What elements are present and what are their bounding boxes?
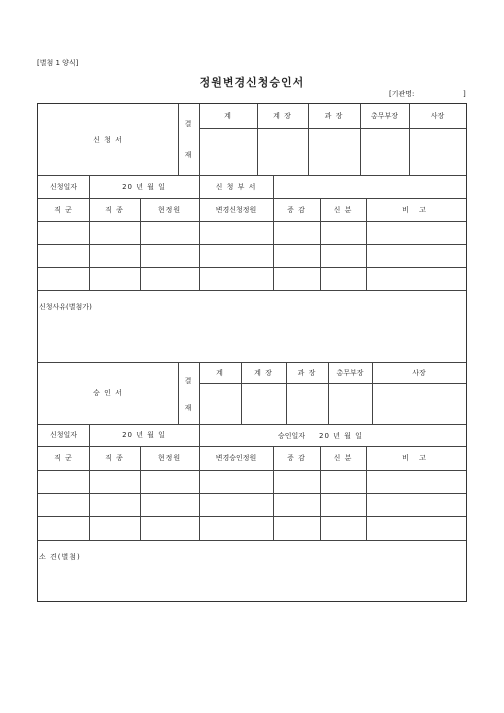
column-header: 직 군 bbox=[54, 205, 73, 214]
column-header: 현정원 bbox=[157, 454, 182, 462]
approver-header: 계 장 bbox=[254, 368, 273, 377]
rule bbox=[38, 470, 466, 471]
approver-header: 과 장 bbox=[324, 112, 344, 120]
application-date-label: 신청일자 bbox=[49, 182, 78, 191]
column-header: 증 감 bbox=[287, 454, 306, 462]
column-header: 현정원 bbox=[157, 205, 182, 214]
form-note: [별첨 1 양식] bbox=[37, 59, 79, 67]
approver-header: 계 bbox=[224, 112, 232, 120]
column-header: 신 분 bbox=[333, 205, 353, 214]
rule bbox=[178, 362, 179, 424]
approval-date-label: 신청일자 bbox=[49, 431, 78, 439]
approve-date-label: 승인일자 bbox=[278, 432, 306, 440]
approval-request-date-value[interactable]: 20 년 월 일 bbox=[122, 431, 166, 439]
column-header: 직 종 bbox=[105, 205, 124, 214]
approve-date-value[interactable]: 20 년 월 일 bbox=[319, 432, 363, 440]
rule bbox=[38, 290, 466, 291]
approval-label-top: 결 bbox=[184, 377, 193, 385]
rule bbox=[199, 128, 466, 129]
approver-header: 사장 bbox=[430, 112, 445, 120]
application-dept-label: 신 청 부 서 bbox=[215, 182, 257, 191]
rule bbox=[38, 516, 466, 517]
approver-header: 계 장 bbox=[273, 112, 292, 120]
rule bbox=[38, 267, 466, 268]
approver-header: 사장 bbox=[412, 368, 426, 377]
column-header: 변경승인정원 bbox=[215, 454, 257, 462]
approval-label-bottom: 재 bbox=[184, 404, 193, 412]
org-bracket-close: ] bbox=[463, 90, 466, 98]
column-header: 신 분 bbox=[333, 454, 353, 462]
rule bbox=[273, 175, 274, 198]
reason-label: 신청사유(별첨가) bbox=[39, 303, 92, 311]
rule bbox=[199, 424, 200, 446]
approver-header: 계 bbox=[216, 368, 224, 377]
rule bbox=[38, 221, 466, 222]
form-frame bbox=[37, 103, 467, 602]
approver-header: 총무부장 bbox=[336, 368, 364, 377]
column-header: 비 고 bbox=[402, 454, 430, 462]
approver-header: 총무부장 bbox=[370, 112, 399, 120]
column-header: 비 고 bbox=[402, 205, 430, 214]
page-title: 정원변경신청승인서 bbox=[199, 76, 305, 89]
approver-header: 과 장 bbox=[297, 368, 317, 377]
opinion-label: 소 견(별첨) bbox=[39, 553, 81, 561]
org-name-field[interactable] bbox=[389, 90, 466, 99]
approval-label-top: 결 bbox=[184, 120, 193, 128]
application-section-label: 신 청 서 bbox=[93, 135, 123, 144]
org-label: [기관명: bbox=[389, 90, 415, 98]
column-header: 증 감 bbox=[287, 205, 306, 214]
rule bbox=[38, 493, 466, 494]
application-date-value[interactable]: 20 년 월 일 bbox=[122, 182, 166, 191]
rule bbox=[38, 244, 466, 245]
rule bbox=[199, 383, 466, 384]
rule bbox=[178, 104, 179, 175]
rule bbox=[38, 540, 466, 541]
column-header: 직 군 bbox=[54, 454, 73, 462]
column-header: 변경신청정원 bbox=[215, 205, 257, 214]
approval-label-bottom: 재 bbox=[184, 151, 193, 159]
approval-section-label: 승 인 서 bbox=[93, 389, 123, 397]
column-header: 직 종 bbox=[105, 454, 124, 462]
